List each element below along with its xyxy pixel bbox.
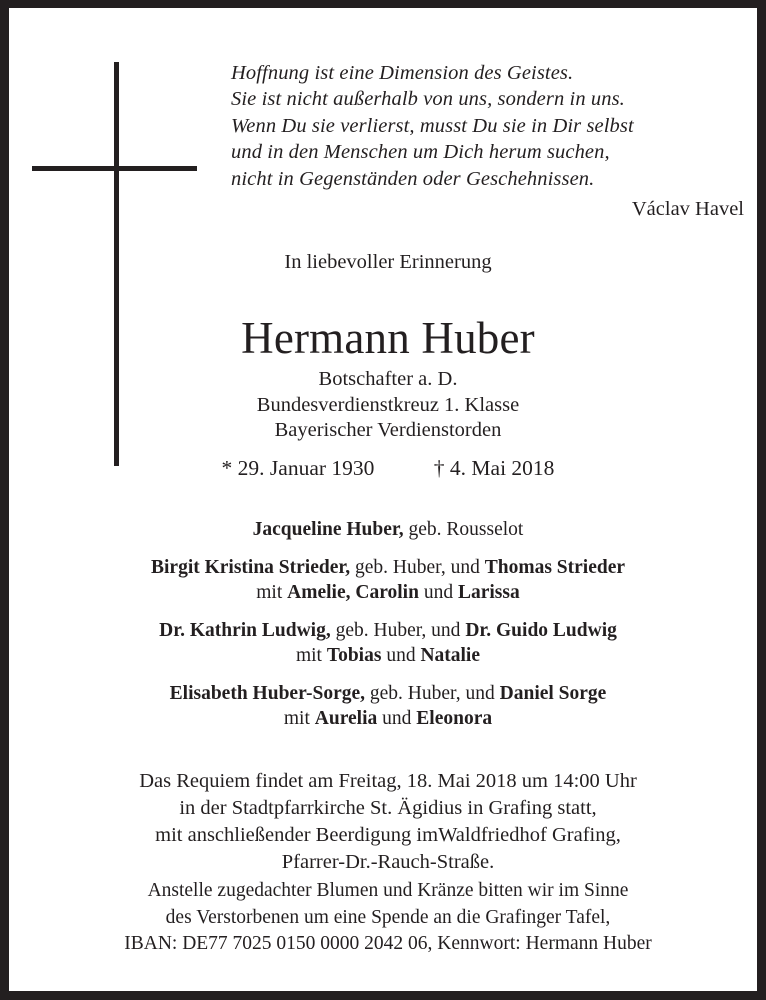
death-date: † 4. Mai 2018	[433, 456, 555, 480]
service-line: Pfarrer-Dr.-Rauch-Straße.	[281, 851, 495, 873]
survivor-line	[18, 555, 758, 581]
survivor-line	[18, 517, 758, 543]
donation-line: IBAN: DE77 7025 0150 0000 2042 06, Kennwort: Hermann Huber	[124, 933, 652, 954]
honors-list	[18, 367, 758, 444]
survivor-relation-text: mit	[295, 645, 327, 666]
service-line: in der Stadtpfarrkirche St. Ägidius in Grafing statt,	[179, 797, 597, 819]
survivor-name: Birgit Kristina Strieder,	[150, 556, 351, 578]
survivor-relation-text: geb. Huber, und	[365, 682, 500, 704]
survivor-line	[18, 580, 758, 606]
survivor-name: Thomas Strieder	[484, 556, 626, 578]
quote-line: und in den Menschen um Dich herum suchen,	[231, 141, 610, 164]
survivor-relation-text: und	[377, 708, 417, 729]
quote-line: nicht in Gegenständen oder Geschehnissen.	[231, 167, 595, 190]
survivor-name: Dr. Kathrin Ludwig,	[159, 619, 331, 641]
honor-line: Bayerischer Verdienstorden	[274, 419, 502, 441]
quote-line: Sie ist nicht außerhalb von uns, sondern in uns.	[231, 88, 625, 111]
cross-horizontal-bar	[32, 166, 197, 171]
survivor-name: Natalie	[420, 645, 481, 666]
survivor-line	[18, 618, 758, 644]
memorial-intro-text: In liebevoller Erinnerung	[284, 251, 492, 273]
survivor-group	[18, 681, 758, 732]
honor-line: Botschafter a. D.	[318, 368, 458, 390]
survivor-name: Dr. Guido Ludwig	[465, 619, 617, 641]
quote-line: Hoffnung ist eine Dimension des Geistes.	[231, 62, 574, 84]
survivor-line	[18, 681, 758, 707]
donation-request	[18, 878, 758, 958]
survivor-line	[18, 706, 758, 732]
quote-line: Wenn Du sie verlierst, musst Du sie in Dir selbst	[231, 114, 634, 137]
service-line: Das Requiem findet am Freitag, 18. Mai 2018 um 14:00 Uhr	[139, 770, 637, 792]
survivor-name: Eleonora	[416, 708, 493, 729]
notice-inner	[9, 8, 757, 991]
survivor-group	[18, 555, 758, 606]
survivor-name: Jacqueline Huber,	[252, 519, 404, 540]
survivor-name: Aurelia	[314, 708, 378, 729]
survivor-relation-text: geb. Huber, und	[350, 556, 485, 578]
survivor-relation-text: geb. Huber, und	[330, 619, 466, 641]
survivor-relation-text: und	[381, 645, 421, 666]
survivor-relation-text: geb. Rousselot	[403, 519, 524, 540]
survivor-name: Larissa	[457, 582, 520, 603]
donation-line: des Verstorbenen um eine Spende an die Grafinger Tafel,	[165, 906, 611, 928]
survivor-line	[18, 643, 758, 669]
survivor-name: Tobias	[326, 645, 382, 666]
service-details	[18, 768, 758, 876]
service-line: mit anschließender Beerdigung imWaldfriedhof Grafing,	[155, 824, 621, 846]
life-dates	[18, 455, 758, 482]
survivor-name: Daniel Sorge	[499, 682, 607, 704]
survivor-name: Elisabeth Huber-Sorge,	[169, 682, 366, 704]
survivor-relation-text: mit	[256, 582, 288, 603]
quote-attribution: Václav Havel	[631, 198, 744, 221]
survivors-list	[18, 517, 758, 732]
birth-date: * 29. Januar 1930	[221, 456, 375, 480]
survivor-name: Amelie, Carolin	[287, 582, 419, 603]
memorial-quote	[231, 60, 745, 224]
survivor-group	[18, 517, 758, 543]
honor-line: Bundesverdienstkreuz 1. Klasse	[256, 393, 520, 416]
survivor-relation-text: und	[418, 582, 458, 603]
deceased-name: Hermann Huber	[241, 313, 535, 363]
donation-line: Anstelle zugedachter Blumen und Kränze bitten wir im Sinne	[147, 880, 629, 901]
survivor-group	[18, 618, 758, 669]
survivor-relation-text: mit	[283, 708, 315, 729]
